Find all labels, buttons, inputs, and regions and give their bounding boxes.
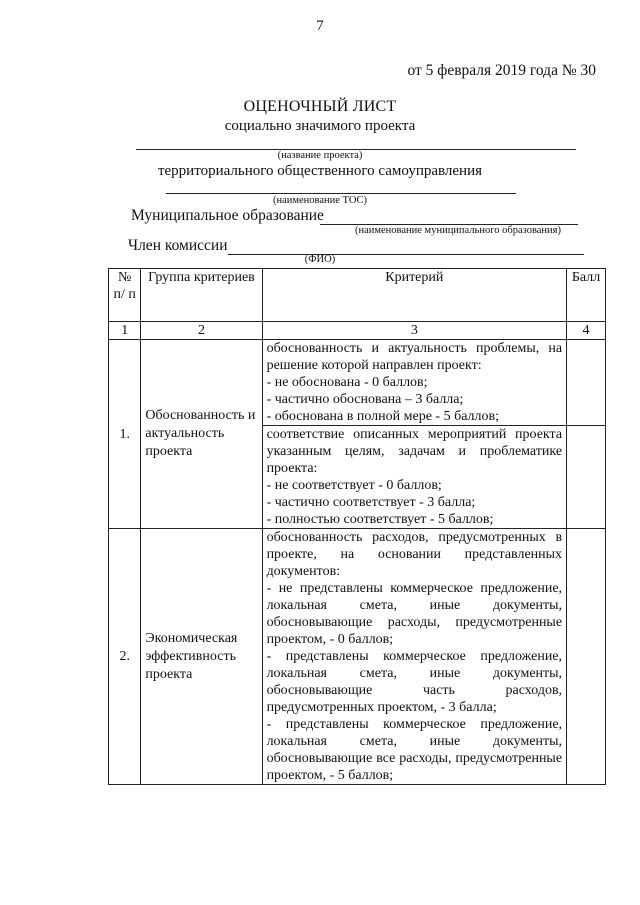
criterion-text: обоснованность и актуальность проблемы, на решение которой направлен проект: <box>266 341 563 373</box>
index-cell: 1 <box>109 322 141 340</box>
criterion-option: - частично обоснована – 3 балла; <box>266 392 464 407</box>
criterion-option: - не соответствует - 0 баллов; <box>266 478 442 493</box>
tos-line: территориального общественного самоуправления <box>157 163 483 179</box>
municipality-caption: (наименование муниципального образования) <box>354 225 562 236</box>
header-score: Балл <box>567 269 606 322</box>
criteria-group: Обоснованность и актуальность проекта <box>141 340 262 529</box>
criterion-option: - частично соответствует - 3 балла; <box>266 495 476 510</box>
header-number: № п/ п <box>109 269 141 322</box>
criterion-option: - полностью соответствует - 5 баллов; <box>266 512 494 527</box>
commission-label: Член комиссии <box>128 237 228 254</box>
document-title: ОЦЕНОЧНЫЙ ЛИСТ <box>243 98 397 115</box>
criteria-group: Экономическая эффективность проекта <box>141 529 262 785</box>
index-cell: 3 <box>262 322 567 340</box>
criterion-cell <box>262 340 567 426</box>
page-number: 7 <box>316 18 324 34</box>
row-number: 1. <box>109 340 141 529</box>
criterion-option: - не представлены коммерческое предложение, локальная смета, иные документы, обосновывающие расходы, предусмотренные проектом, - 0 баллов; <box>266 581 563 647</box>
criterion-cell <box>262 529 567 785</box>
project-name-caption: (название проекта) <box>277 150 363 161</box>
header-group: Группа критериев <box>141 269 262 322</box>
row-number: 2. <box>109 529 141 785</box>
criterion-option: - не обоснована - 0 баллов; <box>266 375 428 390</box>
score-cell[interactable] <box>567 426 606 529</box>
index-cell: 2 <box>141 322 262 340</box>
criterion-cell <box>262 426 567 529</box>
index-cell: 4 <box>567 322 606 340</box>
score-cell[interactable] <box>567 340 606 426</box>
table-header-row <box>109 269 606 322</box>
table-row <box>109 340 606 426</box>
tos-name-line <box>166 193 516 194</box>
evaluation-table <box>108 268 606 785</box>
table-index-row <box>109 322 606 340</box>
score-cell[interactable] <box>567 529 606 785</box>
criterion-text: соответствие описанных мероприятий проекта указанным целям, задачам и проблематике проекта: <box>266 427 563 476</box>
criterion-text: обоснованность расходов, предусмотренных в проекте, на основании представленных документов: <box>266 530 563 579</box>
criterion-option: - обоснована в полной мере - 5 баллов; <box>266 409 500 424</box>
criterion-option: - представлены коммерческое предложение, локальная смета, иные документы, обосновывающие часть расходов, предусмотренных проектом, - 3 балла; <box>266 649 563 715</box>
document-date: от 5 февраля 2019 года № 30 <box>407 62 596 79</box>
municipality-label: Муниципальное образование <box>131 207 324 224</box>
criterion-option: - представлены коммерческое предложение, локальная смета, иные документы, обосновывающие все расходы, предусмотренные проектом, - 5 баллов; <box>266 717 563 783</box>
header-criterion: Критерий <box>262 269 567 322</box>
document-subtitle: социально значимого проекта <box>224 118 416 134</box>
table-row <box>109 529 606 785</box>
fio-caption: (ФИО) <box>304 254 336 265</box>
tos-name-caption: (наименование ТОС) <box>272 195 368 206</box>
